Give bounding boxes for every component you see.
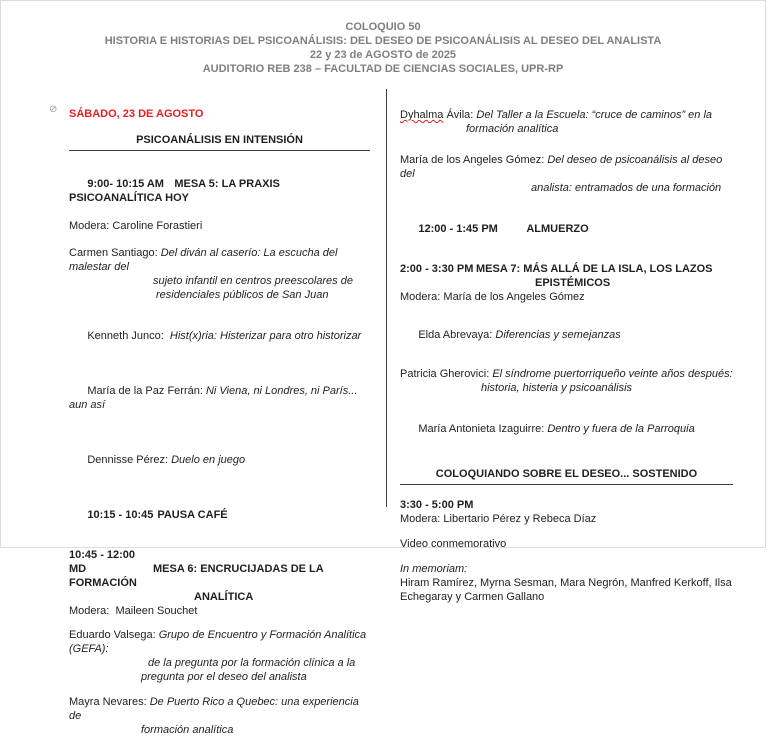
header-subtitle: HISTORIA E HISTORIAS DEL PSICOANÁLISIS: DEL DESEO DE PSICOANÁLISIS AL DESEO DEL ANALISTA [104, 35, 662, 47]
session-time: 10:15 - 10:45 [87, 509, 154, 521]
video-item: Video conmemorativo [400, 538, 507, 550]
talk-carmen-santiago [69, 246, 370, 302]
speaker-name: María Antonieta Izaguirre: [418, 423, 548, 435]
session-time: 10:45 - 12:00 MD [69, 549, 139, 575]
header-venue: AUDITORIO REB 238 – FACULTAD DE CIENCIAS SOCIALES, UPR-RP [202, 63, 564, 75]
talk-title: Diferencias y semejanzas [495, 329, 621, 341]
session-time: 2:00 - 3:30 PM [400, 263, 474, 275]
speaker-name: Ávila: [443, 109, 477, 121]
section-title-coloquiando: COLOQUIANDO SOBRE EL DESEO... SOSTENIDO [400, 468, 733, 485]
speaker-name: María de los Angeles Gómez: [400, 154, 548, 166]
left-column [69, 107, 370, 737]
talk-mayra-nevares [69, 695, 370, 737]
header-dates: 22 y 23 de AGOSTO de 2025 [309, 49, 457, 61]
moderator: Modera: María de los Angeles Gómez [400, 291, 585, 303]
talk-title: Duelo en juego [171, 454, 246, 466]
talk-title: Hist(x)ria: Histerizar para otro historizar [169, 330, 362, 342]
talk-title: Del Taller a la Escuela: “cruce de caminos” en la [476, 109, 713, 121]
talk-kenneth-junco [69, 315, 370, 357]
date-heading: SÁBADO, 23 DE AGOSTO [69, 108, 204, 120]
section-title-intension: PSICOANÁLISIS EN INTENSIÓN [69, 134, 370, 151]
speaker-name: Carmen Santiago: [69, 247, 161, 259]
lunch-heading [400, 208, 733, 250]
header-title: COLOQUIO 50 [345, 21, 421, 33]
talk-title-cont: sujeto infantil en centros preescolares de [153, 275, 353, 287]
coffee-break-heading [69, 494, 370, 536]
session-title-cont: EPISTÉMICOS [535, 277, 611, 289]
talk-maria-izaguirre [400, 408, 733, 450]
talk-title: Ni Viena, ni Londres, ni París... aun así [69, 385, 361, 411]
talk-title-cont: pregunta por el deseo del analista [141, 671, 307, 683]
session-time: 12:00 - 1:45 PM [418, 223, 498, 235]
moderator: Modera: Libertario Pérez y Rebeca Díaz [400, 513, 597, 525]
speaker-name: María de la Paz Ferrán: [87, 385, 206, 397]
talk-maria-ferran [69, 370, 370, 426]
session-title: MESA 5: LA PRAXIS PSICOANALÍTICA HOY [69, 178, 283, 204]
speaker-name: Kenneth Junco: [87, 330, 170, 342]
annotation-marker-icon: ⊘ [49, 104, 58, 115]
in-memoriam [400, 562, 733, 604]
talk-title: De Puerto Rico a Quebec: una experiencia de [69, 696, 362, 722]
session-title: PAUSA CAFÉ [157, 509, 228, 521]
talk-title: Grupo de Encuentro y Formación Analítica (GEFA): [69, 629, 370, 655]
talk-title-cont: analista: entramados de una formación [531, 182, 722, 194]
session-time: 3:30 - 5:00 PM [400, 499, 474, 511]
session-mesa5-heading [69, 163, 370, 219]
talk-dyhalma-avila [400, 108, 733, 136]
session-mesa7-heading [400, 262, 733, 304]
talk-title: Dentro y fuera de la Parroquia [547, 423, 695, 435]
speaker-name: Patricia Gherovici: [400, 368, 493, 380]
talk-patricia-gherovici [400, 367, 733, 395]
talk-maria-gomez [400, 153, 733, 195]
in-memoriam-names: Hiram Ramírez, Myrna Sesman, Mara Negrón, Manfred Kerkoff, Ilsa [400, 577, 732, 589]
talk-title-cont: formación analítica [466, 123, 559, 135]
speaker-name: Mayra Nevares: [69, 696, 150, 708]
closing-session [400, 498, 733, 526]
moderator: Modera: Caroline Forastieri [69, 220, 203, 232]
talk-title: Del diván al caserío: La escucha del malestar del [69, 247, 341, 273]
session-title-cont: ANALÍTICA [194, 591, 254, 603]
talk-eduardo-valsega [69, 628, 370, 684]
session-title: ALMUERZO [526, 223, 589, 235]
talk-title-cont: de la pregunta por la formación clínica a la [148, 657, 356, 669]
talk-title-cont: formación analítica [141, 724, 234, 736]
in-memoriam-label: In memoriam: [400, 563, 468, 575]
session-time: 9:00- 10:15 AM [87, 178, 164, 190]
document-header [1, 20, 765, 76]
speaker-name-misspelled: Dyhalma [400, 109, 444, 121]
speaker-name: Dennisse Pérez: [87, 454, 172, 466]
in-memoriam-names-cont: Echegaray y Carmen Gallano [400, 591, 545, 603]
speaker-name: Eduardo Valsega: [69, 629, 159, 641]
speaker-name: Elda Abrevaya: [418, 329, 496, 341]
talk-dennisse-perez [69, 439, 370, 481]
talk-title: Del deseo de psicoanálisis al deseo del [400, 154, 726, 180]
right-column [400, 108, 733, 604]
column-divider [386, 89, 387, 507]
session-title: MESA 6: ENCRUCIJADAS DE LA FORMACIÓN [69, 563, 327, 589]
moderator: Modera: Maileen Souchet [69, 605, 198, 617]
session-mesa6-heading [69, 548, 370, 618]
talk-elda-abrevaya [400, 314, 733, 356]
talk-title-cont: historia, histeria y psicoanálisis [481, 382, 633, 394]
talk-title-cont: residenciales públicos de San Juan [156, 289, 329, 301]
session-title: MESA 7: MÁS ALLÁ DE LA ISLA, LOS LAZOS [476, 263, 713, 275]
talk-title: El síndrome puertorriqueño veinte años después: [492, 368, 733, 380]
